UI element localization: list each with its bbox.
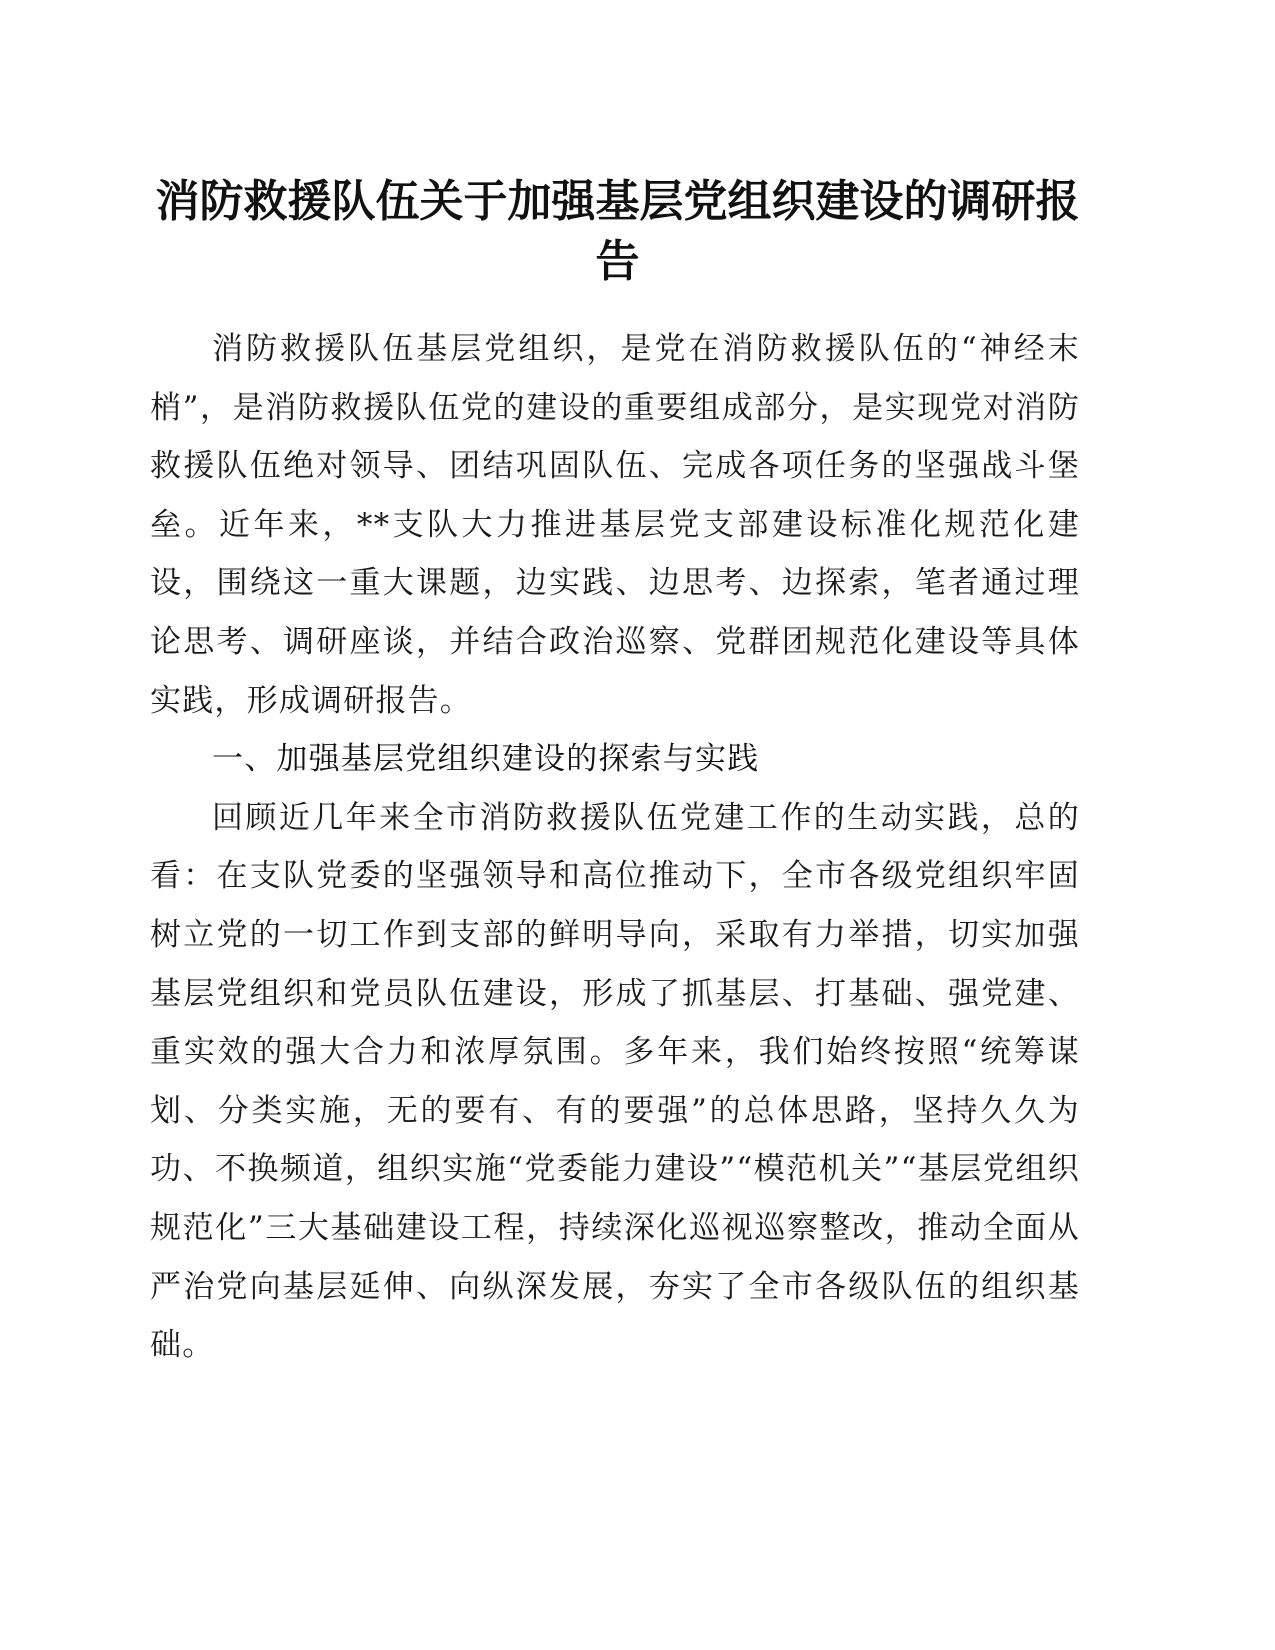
- intro-paragraph: 消防救援队伍基层党组织，是党在消防救援队伍的“神经末梢”，是消防救援队伍党的建设的重要组成部分，是实现党对消防救援队伍绝对领导、团结巩固队伍、完成各项任务的坚强战斗堡垒。近年来，**支队大力推进基层党支部建设标准化规范化建设，围绕这一重大课题，边实践、边思考、边探索，笔者通过理论思考、调研座谈，并结合政治巡察、党群团规范化建设等具体实践，形成调研报告。: [150, 331, 1080, 719]
- section-heading: 一、加强基层党组织建设的探索与实践: [212, 741, 760, 778]
- section-paragraph: 回顾近几年来全市消防救援队伍党建工作的生动实践，总的看：在支队党委的坚强领导和高位推动下，全市各级党组织牢固树立党的一切工作到支部的鲜明导向，采取有力举措，切实加强基层党组织和党员队伍建设，形成了抓基层、打基础、强党建、重实效的强大合力和浓厚氛围。多年来，我们始终按照“统筹谋划、分类实施，无的要有、有的要强”的总体思路，坚持久久为功、不换频道，组织实施“党委能力建设”“模范机关”“基层党组织规范化”三大基础建设工程，持续深化巡视巡察整改，推动全面从严治党向基层延伸、向纵深发展，夯实了全市各级队伍的组织基础。: [150, 799, 1080, 1364]
- document-title: 消防救援队伍关于加强基层党组织建设的调研报告: [155, 176, 1080, 287]
- document-body: [150, 320, 1080, 1375]
